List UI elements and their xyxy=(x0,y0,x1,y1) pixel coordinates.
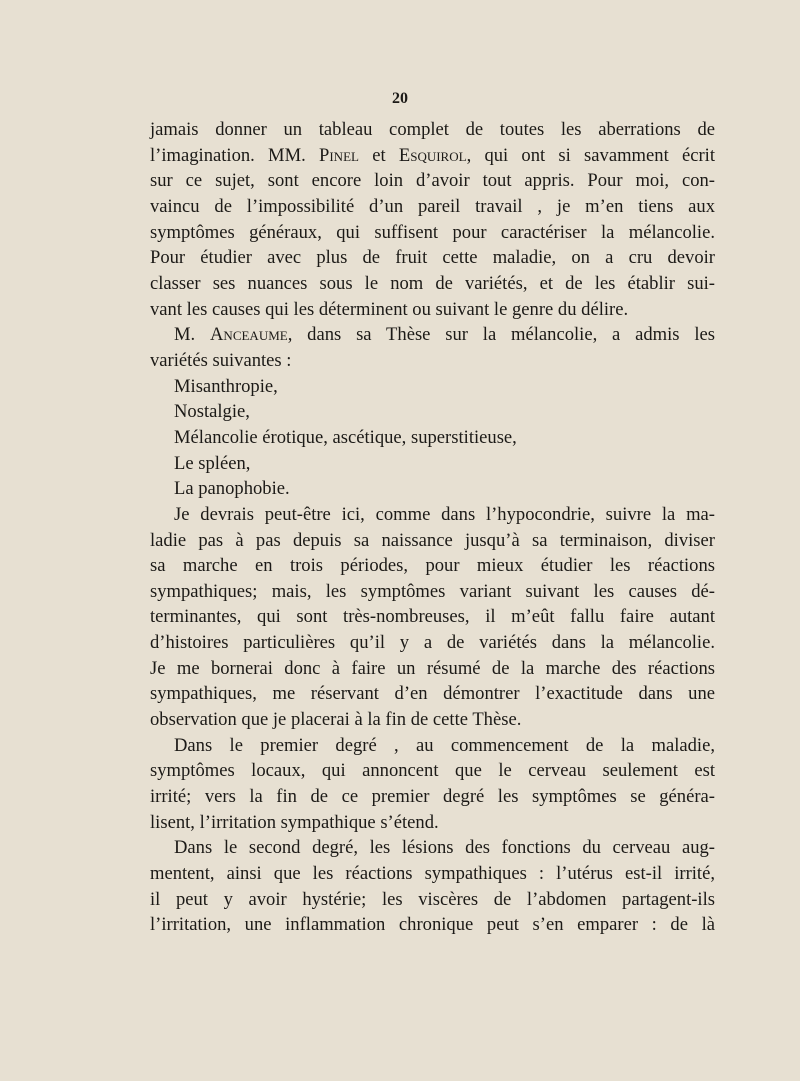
text-line: sympathiques, me réservant d’en démontrer l’exactitude dans une xyxy=(150,683,715,705)
author-name: Anceaume xyxy=(210,324,288,346)
text-fragment: , qui ont si savamment écrit xyxy=(466,144,716,166)
text-fragment: , dans sa Thèse sur la mélancolie, a admis les xyxy=(287,324,715,346)
text-line: lisent, l’irritation sympathique s’étend. xyxy=(150,811,439,833)
author-name: Pinel xyxy=(319,144,359,166)
text-line xyxy=(150,143,715,169)
text-line: sur ce sujet, sont encore loin d’avoir tout appris. Pour moi, con- xyxy=(150,170,715,192)
author-name: Esquirol xyxy=(398,144,467,166)
text-line: Nostalgie, xyxy=(174,401,250,423)
text-line: vaincu de l’impossibilité d’un pareil travail , je m’en tiens aux xyxy=(150,195,715,217)
page-number: 20 xyxy=(392,90,408,107)
text-line: Mélancolie érotique, ascétique, superstitieuse, xyxy=(174,426,517,448)
text-line: variétés suivantes : xyxy=(150,349,292,371)
text-line: terminantes, qui sont très-nombreuses, il m’eût fallu faire autant xyxy=(150,606,715,628)
text-line: Misanthropie, xyxy=(174,375,278,397)
text-fragment: M. xyxy=(174,324,210,346)
text-line: Je devrais peut-être ici, comme dans l’hypocondrie, suivre la ma- xyxy=(174,503,715,525)
text-line: jamais donner un tableau complet de toutes les aberrations de xyxy=(150,119,715,140)
text-line: Je me bornerai donc à faire un résumé de la marche des réactions xyxy=(150,657,715,679)
text-line: Pour étudier avec plus de fruit cette maladie, on a cru devoir xyxy=(150,247,715,269)
text-line xyxy=(150,322,715,348)
text-fragment: l’imagination. MM. xyxy=(150,144,320,166)
text-line: il peut y avoir hystérie; les viscères de l’abdomen partagent-ils xyxy=(150,888,715,910)
text-line: symptômes locaux, qui annoncent que le cerveau seulement est xyxy=(150,760,715,782)
text-line: mentent, ainsi que les réactions sympathiques : l’utérus est-il irrité, xyxy=(150,863,715,885)
text-line: La panophobie. xyxy=(174,478,290,500)
text-line: vant les causes qui les déterminent ou suivant le genre du délire. xyxy=(150,298,629,320)
text-line: sympathiques; mais, les symptômes variant suivant les causes dé- xyxy=(150,580,715,602)
text-line: l’irritation, une inflammation chronique peut s’en emparer : de là xyxy=(150,914,715,936)
text-line: sa marche en trois périodes, pour mieux étudier les réactions xyxy=(150,555,715,577)
text-line: symptômes généraux, qui suffisent pour caractériser la mélancolie. xyxy=(150,221,715,243)
text-line: classer ses nuances sous le nom de variétés, et de les établir sui- xyxy=(150,272,715,294)
text-line: irrité; vers la fin de ce premier degré les symptômes se généra- xyxy=(150,786,715,808)
text-line: observation que je placerai à la fin de cette Thèse. xyxy=(150,709,522,731)
body-text xyxy=(150,117,715,938)
text-line: Dans le premier degré , au commencement de la maladie, xyxy=(174,734,715,756)
text-line: d’histoires particulières qu’il y a de variétés dans la mélancolie. xyxy=(150,632,715,654)
text-line: ladie pas à pas depuis sa naissance jusqu’à sa terminaison, diviser xyxy=(150,529,715,551)
text-fragment: et xyxy=(358,144,399,166)
text-line: Dans le second degré, les lésions des fonctions du cerveau aug- xyxy=(174,837,715,859)
text-line: Le spléen, xyxy=(174,452,251,474)
